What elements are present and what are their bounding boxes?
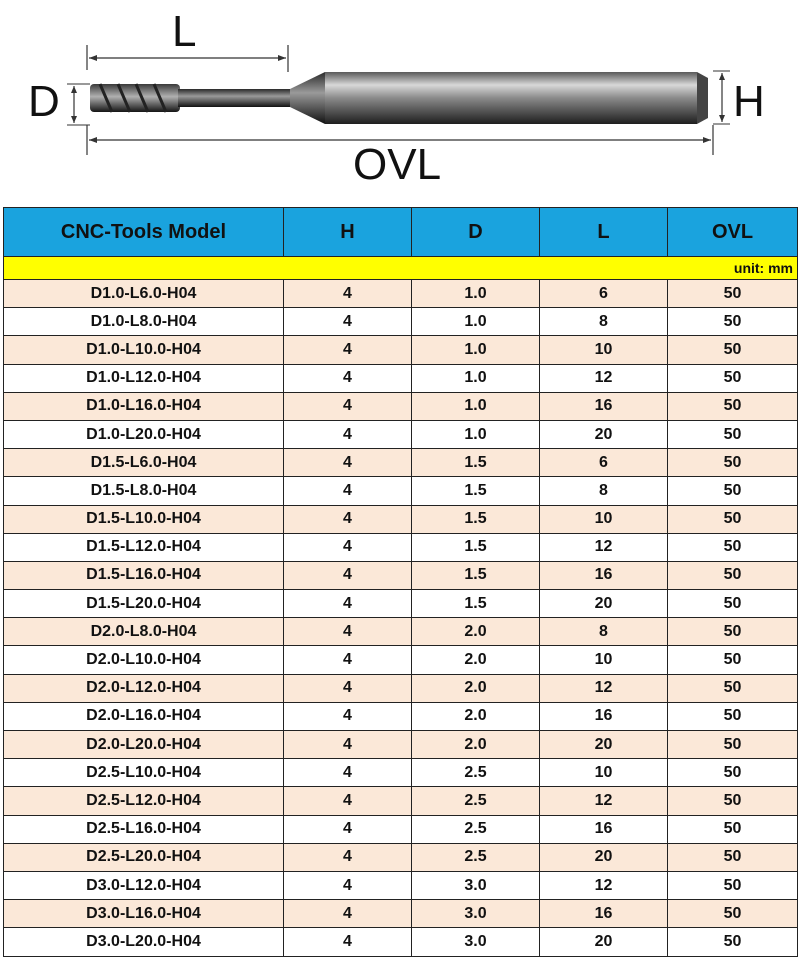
table-row <box>4 674 798 702</box>
diameter-label: D <box>28 77 60 126</box>
table-row <box>4 871 798 899</box>
cell-ovl: 50 <box>668 731 798 759</box>
table-row <box>4 590 798 618</box>
cell-h: 4 <box>284 871 412 899</box>
cell-ovl: 50 <box>668 787 798 815</box>
cell-h: 4 <box>284 674 412 702</box>
cell-l: 20 <box>540 928 668 956</box>
cell-l: 20 <box>540 843 668 871</box>
cell-h: 4 <box>284 533 412 561</box>
cell-d: 1.5 <box>412 561 540 589</box>
cell-l: 6 <box>540 280 668 308</box>
cell-h: 4 <box>284 392 412 420</box>
table-row <box>4 561 798 589</box>
end-mill-diagram <box>0 0 800 205</box>
cell-l: 16 <box>540 392 668 420</box>
table-row <box>4 392 798 420</box>
cell-l: 10 <box>540 505 668 533</box>
cell-d: 2.0 <box>412 731 540 759</box>
cell-model: D2.0-L12.0-H04 <box>4 674 284 702</box>
cell-ovl: 50 <box>668 618 798 646</box>
end-mill-tool <box>90 72 708 124</box>
cell-d: 1.5 <box>412 505 540 533</box>
cell-d: 3.0 <box>412 871 540 899</box>
cell-l: 16 <box>540 561 668 589</box>
table-row <box>4 759 798 787</box>
cell-h: 4 <box>284 280 412 308</box>
cell-h: 4 <box>284 900 412 928</box>
cell-h: 4 <box>284 420 412 448</box>
cell-l: 8 <box>540 618 668 646</box>
cell-ovl: 50 <box>668 280 798 308</box>
table-row <box>4 505 798 533</box>
cell-model: D2.0-L16.0-H04 <box>4 702 284 730</box>
cell-ovl: 50 <box>668 308 798 336</box>
cell-model: D3.0-L12.0-H04 <box>4 871 284 899</box>
cell-model: D1.0-L6.0-H04 <box>4 280 284 308</box>
cell-h: 4 <box>284 590 412 618</box>
cell-l: 12 <box>540 674 668 702</box>
cell-l: 16 <box>540 900 668 928</box>
cell-h: 4 <box>284 618 412 646</box>
cell-d: 1.5 <box>412 590 540 618</box>
cell-d: 1.0 <box>412 336 540 364</box>
cell-d: 3.0 <box>412 928 540 956</box>
unit-note: unit: mm <box>4 257 798 280</box>
cell-model: D1.0-L12.0-H04 <box>4 364 284 392</box>
cell-model: D2.5-L20.0-H04 <box>4 843 284 871</box>
cell-l: 16 <box>540 815 668 843</box>
cell-ovl: 50 <box>668 759 798 787</box>
header-model: CNC-Tools Model <box>4 208 284 257</box>
cell-h: 4 <box>284 505 412 533</box>
cell-h: 4 <box>284 843 412 871</box>
table-row <box>4 618 798 646</box>
diameter-dimension-line <box>67 84 90 125</box>
cell-l: 20 <box>540 731 668 759</box>
cell-l: 20 <box>540 420 668 448</box>
table-row <box>4 843 798 871</box>
table-row <box>4 364 798 392</box>
header-d: D <box>412 208 540 257</box>
table-row <box>4 900 798 928</box>
cell-ovl: 50 <box>668 900 798 928</box>
cell-ovl: 50 <box>668 449 798 477</box>
cell-ovl: 50 <box>668 364 798 392</box>
table-row <box>4 646 798 674</box>
table-row <box>4 477 798 505</box>
cell-ovl: 50 <box>668 392 798 420</box>
cell-l: 16 <box>540 702 668 730</box>
cell-l: 12 <box>540 787 668 815</box>
cell-d: 1.0 <box>412 392 540 420</box>
table-row <box>4 815 798 843</box>
cell-model: D1.0-L8.0-H04 <box>4 308 284 336</box>
cell-l: 8 <box>540 308 668 336</box>
unit-row <box>4 257 798 280</box>
cell-h: 4 <box>284 477 412 505</box>
table-row <box>4 787 798 815</box>
cell-h: 4 <box>284 336 412 364</box>
cell-h: 4 <box>284 364 412 392</box>
cell-l: 12 <box>540 533 668 561</box>
cell-l: 8 <box>540 477 668 505</box>
header-l: L <box>540 208 668 257</box>
cell-l: 6 <box>540 449 668 477</box>
cell-ovl: 50 <box>668 674 798 702</box>
cell-l: 10 <box>540 646 668 674</box>
table-row <box>4 533 798 561</box>
cell-model: D1.5-L8.0-H04 <box>4 477 284 505</box>
cell-l: 12 <box>540 871 668 899</box>
cell-ovl: 50 <box>668 871 798 899</box>
cell-ovl: 50 <box>668 928 798 956</box>
cell-model: D1.5-L12.0-H04 <box>4 533 284 561</box>
cell-model: D2.5-L10.0-H04 <box>4 759 284 787</box>
table-header-row <box>4 208 798 257</box>
cell-h: 4 <box>284 815 412 843</box>
cell-model: D1.5-L10.0-H04 <box>4 505 284 533</box>
cell-ovl: 50 <box>668 561 798 589</box>
cell-d: 2.0 <box>412 702 540 730</box>
cell-ovl: 50 <box>668 477 798 505</box>
cell-h: 4 <box>284 702 412 730</box>
cell-l: 10 <box>540 759 668 787</box>
cell-d: 1.5 <box>412 449 540 477</box>
table-row <box>4 702 798 730</box>
cell-h: 4 <box>284 787 412 815</box>
cell-d: 2.5 <box>412 787 540 815</box>
shank-diameter-label: H <box>733 77 765 126</box>
cell-model: D2.5-L16.0-H04 <box>4 815 284 843</box>
cell-d: 1.5 <box>412 477 540 505</box>
cell-d: 1.0 <box>412 308 540 336</box>
cell-model: D2.0-L20.0-H04 <box>4 731 284 759</box>
cell-ovl: 50 <box>668 590 798 618</box>
table-row <box>4 731 798 759</box>
cell-ovl: 50 <box>668 505 798 533</box>
cell-ovl: 50 <box>668 533 798 561</box>
cell-d: 2.5 <box>412 843 540 871</box>
cell-h: 4 <box>284 308 412 336</box>
cell-model: D1.5-L20.0-H04 <box>4 590 284 618</box>
table-row <box>4 420 798 448</box>
table-row <box>4 280 798 308</box>
cell-model: D1.0-L10.0-H04 <box>4 336 284 364</box>
cell-ovl: 50 <box>668 815 798 843</box>
cell-h: 4 <box>284 561 412 589</box>
cell-d: 1.0 <box>412 280 540 308</box>
cell-model: D1.5-L16.0-H04 <box>4 561 284 589</box>
spec-table <box>3 207 798 957</box>
cell-d: 2.0 <box>412 646 540 674</box>
cell-l: 20 <box>540 590 668 618</box>
cell-model: D2.0-L8.0-H04 <box>4 618 284 646</box>
cell-l: 12 <box>540 364 668 392</box>
cell-ovl: 50 <box>668 646 798 674</box>
cell-d: 2.0 <box>412 618 540 646</box>
cell-model: D3.0-L20.0-H04 <box>4 928 284 956</box>
cell-d: 3.0 <box>412 900 540 928</box>
header-ovl: OVL <box>668 208 798 257</box>
cell-ovl: 50 <box>668 420 798 448</box>
table-row <box>4 308 798 336</box>
cell-d: 2.0 <box>412 674 540 702</box>
cell-ovl: 50 <box>668 702 798 730</box>
overall-length-label: OVL <box>353 140 442 189</box>
cell-d: 1.0 <box>412 420 540 448</box>
cell-model: D1.0-L20.0-H04 <box>4 420 284 448</box>
cell-ovl: 50 <box>668 336 798 364</box>
cell-d: 1.0 <box>412 364 540 392</box>
cell-ovl: 50 <box>668 843 798 871</box>
table-row <box>4 928 798 956</box>
cell-h: 4 <box>284 449 412 477</box>
cell-model: D2.5-L12.0-H04 <box>4 787 284 815</box>
cell-model: D3.0-L16.0-H04 <box>4 900 284 928</box>
cell-h: 4 <box>284 928 412 956</box>
header-h: H <box>284 208 412 257</box>
cell-d: 2.5 <box>412 759 540 787</box>
table-row <box>4 336 798 364</box>
cell-model: D1.0-L16.0-H04 <box>4 392 284 420</box>
cell-h: 4 <box>284 759 412 787</box>
shank-dimension-line <box>713 71 730 124</box>
table-row <box>4 449 798 477</box>
cell-d: 2.5 <box>412 815 540 843</box>
cell-l: 10 <box>540 336 668 364</box>
cell-model: D1.5-L6.0-H04 <box>4 449 284 477</box>
length-label: L <box>172 7 197 56</box>
cell-d: 1.5 <box>412 533 540 561</box>
cell-h: 4 <box>284 731 412 759</box>
cell-model: D2.0-L10.0-H04 <box>4 646 284 674</box>
cell-h: 4 <box>284 646 412 674</box>
